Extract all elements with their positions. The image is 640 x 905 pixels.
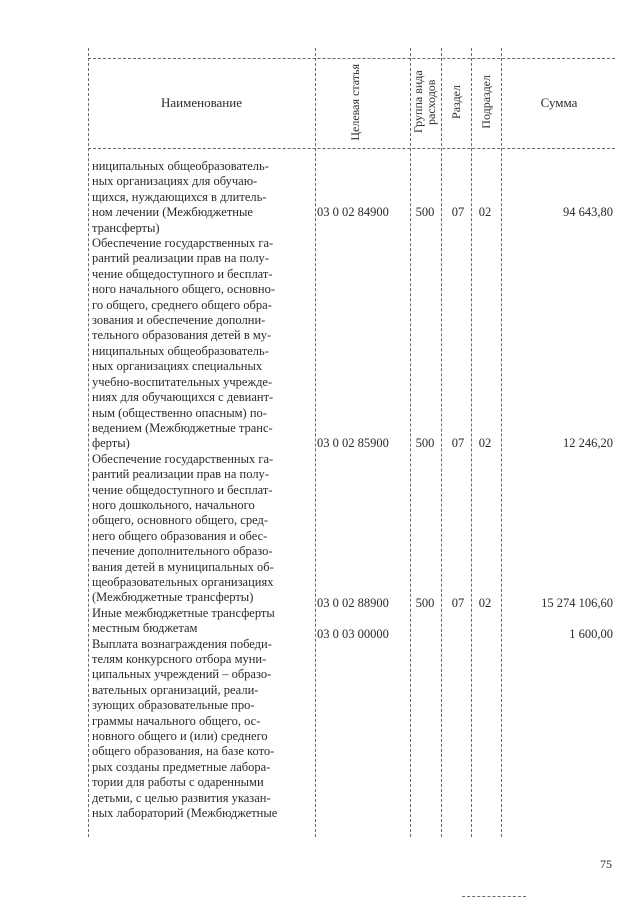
- header-expense-group: Группа вида расходов: [410, 70, 438, 134]
- page-number: 75: [600, 857, 612, 871]
- row-1-section: 07: [451, 205, 465, 219]
- header-section: Раздел: [448, 85, 463, 119]
- header-name: Наименование: [161, 95, 242, 110]
- row-2-amount: 12 246,20: [563, 436, 613, 450]
- column-divider: [471, 48, 472, 837]
- row-3-group: 500: [415, 596, 435, 610]
- column-divider: [441, 48, 442, 837]
- table-row-name-1: ниципальных общеобразователь- ных организациях для обучаю- щихся, нуждающихся в длитель- ном лечении (Межбюджетные трансферты): [92, 159, 269, 235]
- row-3-amount: 15 274 106,60: [541, 596, 613, 610]
- column-divider: [501, 48, 502, 837]
- column-divider: [410, 48, 411, 837]
- table-row-name-4: Иные межбюджетные трансферты местным бюджетам: [92, 605, 275, 636]
- row-4-amount: 1 600,00: [569, 627, 613, 641]
- row-1-amount: 94 643,80: [563, 205, 613, 219]
- row-3-subsection: 02: [478, 596, 492, 610]
- column-divider: [315, 48, 316, 837]
- name-column: [92, 159, 310, 821]
- header-subsection: Подраздел: [478, 75, 493, 129]
- budget-table: [88, 48, 615, 837]
- row-2-subsection: 02: [478, 436, 492, 450]
- table-row-name-5: Выплата вознаграждения победи- телям конкурсного отбора муни- ципальных учреждений – образо- вательных организаций, реали- зующих образовательные про- граммы начального общего, ос- новного общего и (или) среднего общего образования, на базе кото- рых созданы предметные лабора- тории для работы с одаренными детьми, с целью развития указан- ных лабораторий (Межбюджетные: [92, 636, 278, 821]
- table-row-name-3: Обеспечение государственных га- рантий реализации прав на полу- чение общедоступного и бесплат- ного дошкольного, начального общего, основного общего, сред- него общего образования и обес- печение дополнительного образо- вания детей в муниципальных об- щеобразовательных организациях (Межбюджетные трансферты): [92, 451, 274, 605]
- row-1-group: 500: [415, 205, 435, 219]
- footer-line: [462, 896, 526, 897]
- header-sum: Сумма: [540, 95, 578, 110]
- row-3-code: 03 0 02 88900: [317, 596, 389, 610]
- row-2-group: 500: [415, 436, 435, 450]
- table-row-name-2: Обеспечение государственных га- рантий реализации прав на полу- чение общедоступного и бесплат- ного начального общего, основно- го общего, среднего общего обра- зования и обеспечение дополни- тельного образования детей в му- ниципальных общеобразователь- ных организациях специальных учебно-воспитательных учрежде- ниях для обучающихся с девиант- ным (общественно опасным) по- ведением (Межбюджетные транс- ферты): [92, 236, 276, 451]
- row-4-code: 03 0 03 00000: [317, 627, 389, 641]
- row-2-section: 07: [451, 436, 465, 450]
- row-3-section: 07: [451, 596, 465, 610]
- row-1-code: 03 0 02 84900: [317, 205, 389, 219]
- table-left-border: [88, 48, 89, 837]
- row-1-subsection: 02: [478, 205, 492, 219]
- row-2-code: 03 0 02 85900: [317, 436, 389, 450]
- header-target-article: Целевая статья: [347, 63, 362, 141]
